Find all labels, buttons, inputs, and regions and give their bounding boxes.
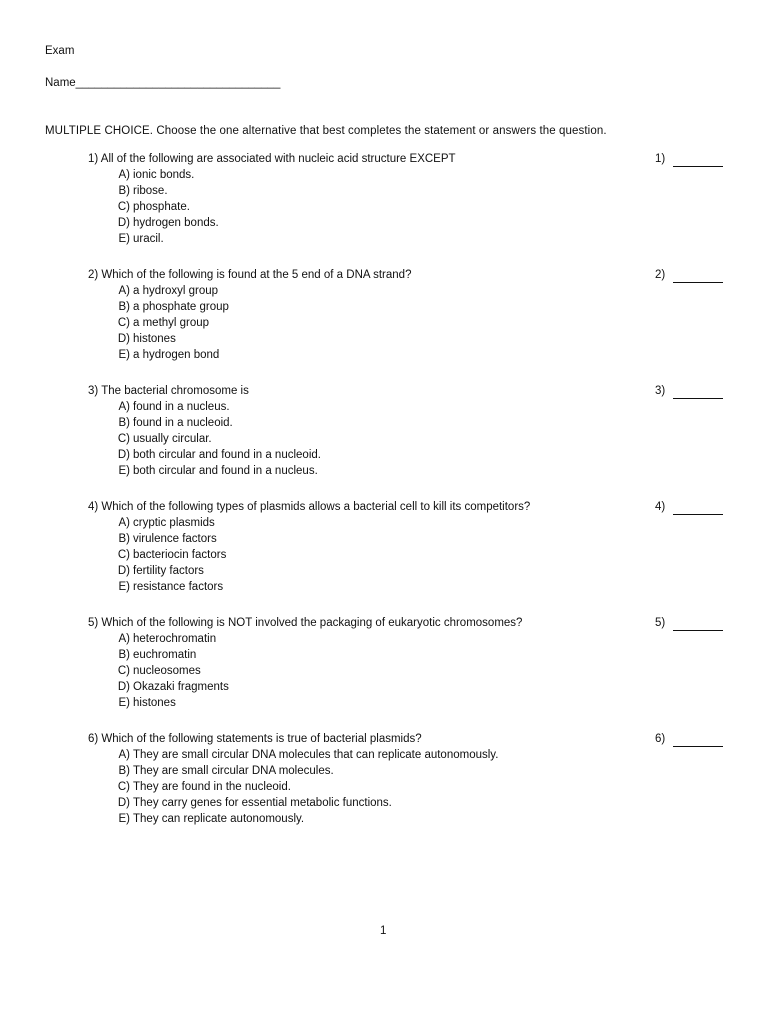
- choice-text: heterochromatin: [133, 633, 217, 645]
- answer-choice: [112, 216, 219, 230]
- choice-text: They are found in the nucleoid.: [133, 781, 291, 793]
- choice-letter: B): [118, 765, 130, 777]
- choice-text: They are small circular DNA molecules that can replicate autonomously.: [133, 749, 499, 761]
- choice-letter: C): [117, 317, 130, 329]
- choice-text: histones: [133, 697, 176, 709]
- choice-text: They are small circular DNA molecules.: [133, 765, 334, 777]
- choice-text: ribose.: [133, 185, 168, 197]
- choice-letter: D): [117, 217, 130, 229]
- choice-letter: C): [117, 781, 130, 793]
- choice-text: nucleosomes: [133, 665, 201, 677]
- choice-letter: E): [118, 349, 130, 361]
- choice-text: Okazaki fragments: [133, 681, 229, 693]
- choice-text: both circular and found in a nucleoid.: [133, 449, 321, 461]
- answer-blank[interactable]: [673, 166, 723, 167]
- answer-choice: [112, 664, 201, 678]
- answer-choice: [112, 284, 218, 298]
- choice-text: They can replicate autonomously.: [133, 813, 305, 825]
- choice-letter: A): [118, 749, 130, 761]
- choice-text: a hydroxyl group: [133, 285, 219, 297]
- choice-letter: C): [117, 433, 130, 445]
- choice-text: resistance factors: [133, 581, 224, 593]
- choice-letter: E): [118, 697, 130, 709]
- choice-letter: E): [118, 233, 130, 245]
- answer-blank[interactable]: [673, 398, 723, 399]
- choice-letter: B): [118, 185, 130, 197]
- answer-choice: [112, 232, 164, 246]
- answer-choice: [112, 764, 334, 778]
- answer-choice: [112, 696, 176, 710]
- answer-choice: [112, 748, 498, 762]
- choice-text: uracil.: [133, 233, 164, 245]
- choice-letter: A): [118, 633, 130, 645]
- choice-text: hydrogen bonds.: [133, 217, 219, 229]
- answer-number: 2): [655, 269, 666, 281]
- answer-choice: [112, 548, 226, 562]
- answer-choice: [112, 400, 230, 414]
- choice-letter: C): [117, 201, 130, 213]
- instructions: MULTIPLE CHOICE. Choose the one alternative that best completes the statement or answers the question.: [45, 125, 607, 137]
- choice-text: fertility factors: [133, 565, 204, 577]
- answer-choice: [112, 812, 304, 826]
- choice-letter: E): [118, 813, 130, 825]
- page-number: 1: [380, 925, 387, 937]
- answer-number: 5): [655, 617, 666, 629]
- choice-text: virulence factors: [133, 533, 217, 545]
- choice-text: bacteriocin factors: [133, 549, 227, 561]
- choice-letter: E): [118, 581, 130, 593]
- name-field: Name________________________________: [45, 77, 281, 89]
- choice-text: They carry genes for essential metabolic functions.: [133, 797, 392, 809]
- answer-choice: [112, 680, 229, 694]
- choice-text: usually circular.: [133, 433, 212, 445]
- choice-text: euchromatin: [133, 649, 197, 661]
- choice-text: cryptic plasmids: [133, 517, 215, 529]
- answer-choice: [112, 796, 392, 810]
- choice-letter: B): [118, 301, 130, 313]
- answer-choice: [112, 464, 318, 478]
- answer-blank[interactable]: [673, 514, 723, 515]
- choice-letter: A): [118, 401, 130, 413]
- answer-choice: [112, 332, 176, 346]
- answer-choice: [112, 516, 215, 530]
- answer-number: 4): [655, 501, 666, 513]
- choice-letter: D): [117, 797, 130, 809]
- answer-choice: [112, 632, 216, 646]
- answer-choice: [112, 316, 209, 330]
- choice-letter: B): [118, 417, 130, 429]
- answer-number: 3): [655, 385, 666, 397]
- answer-choice: [112, 580, 223, 594]
- choice-letter: E): [118, 465, 130, 477]
- choice-text: histones: [133, 333, 176, 345]
- choice-letter: A): [118, 169, 130, 181]
- choice-letter: C): [117, 665, 130, 677]
- choice-letter: B): [118, 533, 130, 545]
- choice-text: a phosphate group: [133, 301, 229, 313]
- answer-blank[interactable]: [673, 746, 723, 747]
- choice-letter: D): [117, 681, 130, 693]
- choice-letter: D): [117, 449, 130, 461]
- answer-blank[interactable]: [673, 282, 723, 283]
- answer-choice: [112, 564, 204, 578]
- choice-text: both circular and found in a nucleus.: [133, 465, 318, 477]
- question-text: 6) Which of the following statements is true of bacterial plasmids?: [88, 733, 422, 745]
- answer-choice: [112, 348, 219, 362]
- answer-blank[interactable]: [673, 630, 723, 631]
- choice-text: ionic bonds.: [133, 169, 195, 181]
- question-text: 5) Which of the following is NOT involved the packaging of eukaryotic chromosomes?: [88, 617, 523, 629]
- question-text: 1) All of the following are associated with nucleic acid structure EXCEPT: [88, 153, 456, 165]
- question-text: 2) Which of the following is found at the 5 end of a DNA strand?: [88, 269, 412, 281]
- answer-choice: [112, 448, 321, 462]
- answer-choice: [112, 532, 217, 546]
- answer-number: 1): [655, 153, 666, 165]
- question-text: 3) The bacterial chromosome is: [88, 385, 249, 397]
- answer-choice: [112, 648, 196, 662]
- answer-number: 6): [655, 733, 666, 745]
- answer-choice: [112, 168, 194, 182]
- question-text: 4) Which of the following types of plasmids allows a bacterial cell to kill its competitors?: [88, 501, 531, 513]
- answer-choice: [112, 184, 168, 198]
- choice-text: a hydrogen bond: [133, 349, 220, 361]
- choice-letter: A): [118, 517, 130, 529]
- choice-text: found in a nucleoid.: [133, 417, 233, 429]
- choice-letter: B): [118, 649, 130, 661]
- choice-letter: D): [117, 565, 130, 577]
- choice-text: found in a nucleus.: [133, 401, 230, 413]
- choice-letter: A): [118, 285, 130, 297]
- answer-choice: [112, 780, 291, 794]
- choice-letter: D): [117, 333, 130, 345]
- choice-letter: C): [117, 549, 130, 561]
- answer-choice: [112, 200, 190, 214]
- answer-choice: [112, 300, 229, 314]
- answer-choice: [112, 432, 212, 446]
- exam-title: Exam: [45, 45, 75, 57]
- choice-text: a methyl group: [133, 317, 210, 329]
- choice-text: phosphate.: [133, 201, 190, 213]
- answer-choice: [112, 416, 233, 430]
